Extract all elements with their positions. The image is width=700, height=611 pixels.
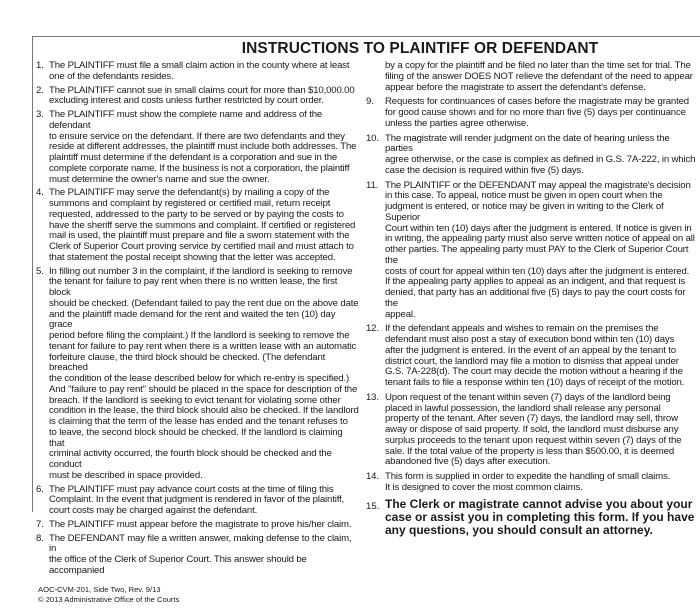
item-text-line: appeal. — [385, 308, 416, 320]
instruction-item — [36, 188, 360, 263]
item-text-line: This form is supplied in order to expedite the handling of small claims. — [385, 471, 671, 482]
item-text-line: have the sheriff serve the summons and complaint. If certified or registered — [49, 219, 356, 231]
item-text-line: The PLAINTIFF or the DEFENDANT may appeal the magistrate's decision — [385, 179, 691, 191]
item-text-line: and the plaintiff made demand for the rent and waited the ten (10) day grace — [49, 308, 336, 331]
item-text-line: defendant must also post a stay of execution bond within ten (10) days — [385, 334, 675, 345]
item-number: 10. — [366, 132, 379, 144]
item-text-line: one of the defendants resides. — [49, 70, 174, 82]
page-title: INSTRUCTIONS TO PLAINTIFF OR DEFENDANT — [241, 40, 599, 57]
item-text-line: away or dispose of said property. If sold, the landlord must disburse any — [385, 424, 679, 435]
item-number: 11. — [366, 179, 379, 191]
item-text-line: the condition of the lease described below for which re-entry is specified.) — [49, 373, 350, 384]
item-text-line: surplus proceeds to the tenant upon request within seven (7) days of the — [385, 434, 682, 446]
item-text-line: And "failure to pay rent" should be placed in the space for description of the — [49, 383, 358, 395]
instruction-item — [36, 485, 360, 517]
item-text-line: condition in the lease, the third block should also be checked. If the landlord — [49, 405, 359, 417]
item-text-line: denied, that party has an additional five (5) days to pay the court costs for the — [385, 287, 686, 309]
item-text-line: The PLAINTIFF must pay advance court costs at the time of filing this — [49, 483, 334, 495]
right-column — [366, 61, 698, 541]
item-number: 2. — [36, 84, 44, 96]
item-text-line: case the decision is required within five (5) days. — [385, 164, 584, 176]
item-text-line: must determine the owner's name and sue the owner. — [49, 173, 270, 185]
item-text-line: unless the parties agree otherwise. — [385, 117, 529, 129]
item-text-line: The PLAINTIFF must show the complete name and address of the defendant — [49, 109, 323, 131]
item-text-line: the office of the Clerk of Superior Court. This answer should be accompanied — [49, 554, 307, 576]
item-text-line: abandoned five (5) days after execution. — [385, 456, 551, 468]
item-text-line: court costs may be charged against the defendant. — [49, 505, 258, 516]
instruction-item — [366, 498, 698, 537]
instruction-item — [36, 520, 360, 531]
left-items — [36, 61, 360, 577]
item-text-line: The PLAINTIFF must file a small claim action in the county where at least — [49, 60, 350, 71]
instruction-item — [36, 534, 360, 577]
item-text-line: other parties. The appealing party must PAY to the Clerk of Superior Court the — [385, 244, 689, 266]
instruction-item — [36, 267, 360, 482]
item-text-line: The magistrate will render judgment on the date of hearing unless the parties — [385, 132, 670, 155]
instruction-item — [36, 86, 360, 108]
copyright: © 2013 Administrative Office of the Courts — [38, 594, 180, 604]
form-id: AOC-CVM-201, Side Two, Rev. 9/13 — [38, 584, 161, 594]
item-text-line: tenant fails to file a response within ten (10) days of receipt of the motion. — [385, 377, 685, 388]
item-number: 4. — [36, 187, 44, 199]
item-text-line: case or assist you in completing this form. If you have — [385, 509, 695, 524]
item-text-line: summons and complaint by registered or certified mail, return receipt — [49, 198, 331, 209]
item-text-line: to leave, the second block should be checked. If the landlord is claiming that — [49, 426, 343, 449]
footer — [36, 585, 360, 605]
instruction-item — [366, 393, 698, 468]
item-text-line: costs of court for appeal within ten (10) days after the judgment is entered. — [385, 265, 690, 277]
item-text-line: It is designed to cover the most common claims. — [385, 481, 583, 493]
item-text-line: appear before the magistrate to assert the defendant's defense. — [385, 81, 646, 93]
item-number: 9. — [366, 96, 374, 108]
item-number: 13. — [366, 391, 379, 403]
instruction-item — [366, 134, 698, 177]
item-text-line: is claiming that the term of the lease has ended and the tenant refuses to — [49, 416, 348, 427]
item-text-line: any questions, you should consult an attorney. — [385, 522, 653, 537]
item-text-line: The Clerk or magistrate cannot advise you about your — [385, 496, 693, 511]
instruction-item — [366, 472, 698, 494]
instruction-item — [366, 61, 698, 93]
instruction-item — [366, 181, 698, 321]
item-text-line: Complaint. In the event that judgment is rendered in favor of the plaintiff, — [49, 494, 345, 506]
item-number: 7. — [36, 518, 44, 530]
item-text-line: requested, addressed to the party to be served or by paying the costs to — [49, 208, 344, 220]
instruction-item — [36, 110, 360, 185]
item-text-line: after the judgment is entered. In the event of an appeal by the tenant to — [385, 344, 676, 356]
item-text-line: If the defendant appeals and wishes to remain on the premises the — [385, 323, 659, 335]
item-number: 1. — [36, 60, 44, 71]
item-number: 8. — [36, 532, 44, 544]
item-text-line: forfeiture clause, the third block should be checked. (The defendant breached — [49, 351, 326, 374]
item-text-line: The DEFENDANT may file a written answer, making defense to the claim, in — [49, 532, 352, 555]
item-text-line: The PLAINTIFF must appear before the magistrate to prove his/her claim. — [49, 518, 352, 530]
item-text-line: In filling out number 3 in the complaint, if the landlord is seeking to remove — [49, 265, 353, 277]
item-text-line: breach. If the landlord is seeking to evict tenant for violating some other — [49, 394, 341, 406]
item-text-line: that statement the postal receipt showing that the letter was accepted. — [49, 251, 336, 263]
instruction-item — [366, 324, 698, 389]
item-text-line: agree otherwise, or the case is complex as defined in G.S. 7A-222, in which — [385, 154, 696, 165]
item-text-line: filing of the answer DOES NOT relieve the defendant of the need to appear — [385, 70, 693, 82]
item-text-line: mail is used, the plaintiff must prepare and file a sworn statement with the — [49, 230, 350, 242]
item-text-line: period before filing the complaint.) If the landlord is seeking to remove the — [49, 330, 350, 341]
item-number: 12. — [366, 323, 379, 335]
item-number: 15. — [366, 500, 380, 512]
item-text-line: Clerk of Superior Court proving service by certified mail and must attach to — [49, 241, 354, 252]
item-text-line: G.S. 7A-228(d). The court may decide the motion without a hearing if the — [385, 366, 683, 378]
item-text-line: The PLAINTIFF may serve the defendant(s) by mailing a copy of the — [49, 187, 330, 199]
left-column — [36, 61, 360, 605]
item-text-line: Requests for continuances of cases before the magistrate may be granted — [385, 96, 689, 108]
item-text-line: placed in lawful possession, the landlord shall release any personal — [385, 402, 661, 414]
item-number: 5. — [36, 265, 44, 277]
item-text-line: If the appealing party applies to appeal as an indigent, and that request is — [385, 276, 686, 288]
item-text-line: excluding interest and costs unless further restricted by court order. — [49, 95, 324, 107]
item-text-line: plaintiff must determine if the defendant is a corporation and sue in the — [49, 152, 338, 163]
item-text-line: complete corporate name. If the business is not a corporation, the plaintiff — [49, 162, 350, 174]
item-text-line: property of the tenant. After seven (7) days, the landlord may sell, throw — [385, 413, 678, 425]
instruction-item — [36, 61, 360, 83]
item-number: 14. — [366, 471, 379, 482]
item-text-line: sale. If the total value of the property is less than $500.00, it is deemed — [385, 445, 675, 457]
instruction-item — [366, 97, 698, 129]
item-text-line: reside at different addresses, the plaintiff must include both addresses. The — [49, 141, 357, 153]
item-text-line: tenant for failure to pay rent when there is a written lease with an automatic — [49, 340, 357, 352]
item-number: 3. — [36, 109, 44, 120]
item-number: 6. — [36, 483, 44, 495]
item-text-line: by a copy for the plaintiff and be filed no later than the time set for trial. The — [385, 60, 691, 71]
item-text-line: The PLAINTIFF cannot sue in small claims court for more than $10,000.00 — [49, 84, 355, 96]
item-text-line: Court within ten (10) days after the judgment is entered. If notice is given in — [385, 222, 692, 234]
item-text-line: criminal activity occurred, the fourth block should be checked and the conduct — [49, 448, 332, 470]
item-text-line: in writing, the appealing party must also serve written notice of appeal on all — [385, 233, 695, 245]
item-text-line: to ensure service on the defendant. If there are two defendants and they — [49, 130, 345, 142]
item-text-line: for good cause shown and for no more than five (5) days per continuance — [385, 107, 686, 118]
item-text-line: the tenant for failure to pay rent when there is no written lease, the first block — [49, 276, 338, 298]
item-text-line: in this case. To appeal, notice must be given in open court when the — [385, 190, 663, 202]
item-text-line: judgment is entered, or notice may be given in writing to the Clerk of Superior — [385, 201, 664, 223]
item-text-line: must be described in space provided. — [49, 469, 203, 481]
item-text-line: should be checked. (Defendant failed to pay the rent due on the above date — [49, 297, 359, 309]
item-text-line: district court, the landlord may file a motion to dismiss that appeal under — [385, 355, 679, 367]
item-text-line: Upon request of the tenant within seven (7) days of the landlord being — [385, 391, 671, 403]
